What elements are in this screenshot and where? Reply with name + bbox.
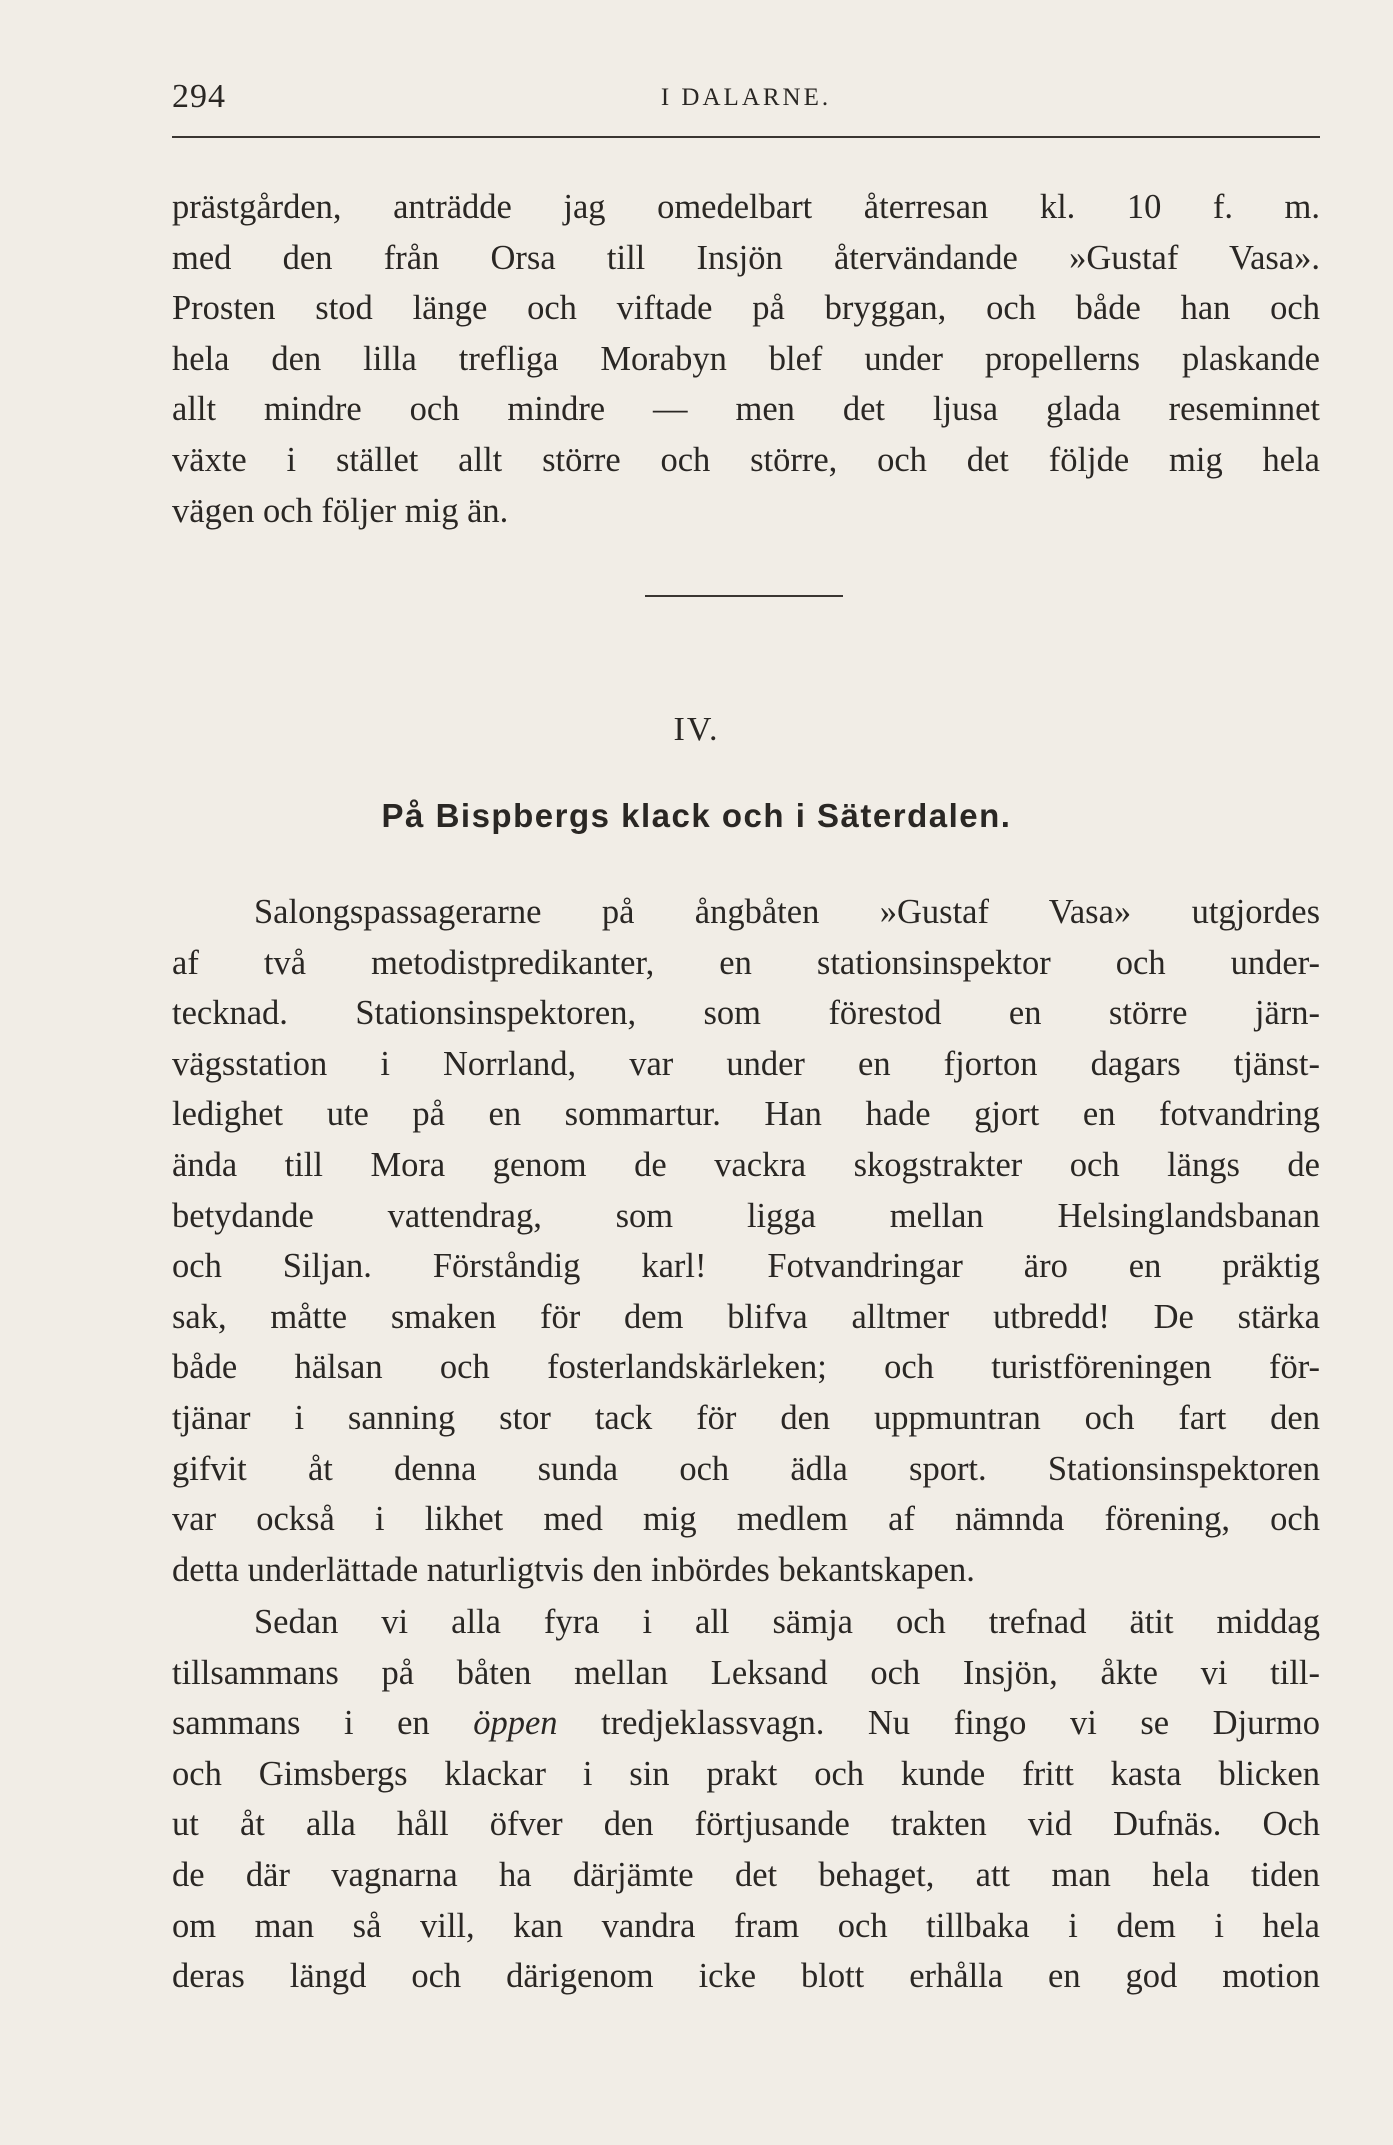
text-line: om man så vill, kan vandra fram och tillbaka i dem i hela xyxy=(172,1906,1320,1945)
text-line xyxy=(172,1698,1320,1749)
text-line: allt mindre och mindre — men det ljusa glada reseminnet xyxy=(172,390,1320,429)
text-line: både hälsan och fosterlandskärleken; och turistföreningen för- xyxy=(172,1348,1320,1387)
page-number: 294 xyxy=(172,78,226,115)
paragraph-1 xyxy=(172,182,1320,536)
text-line: ända till Mora genom de vackra skogstrakter och längs de xyxy=(172,1145,1320,1184)
text-line: tillsammans på båten mellan Leksand och Insjön, åkte vi till- xyxy=(172,1653,1320,1692)
text-line: tecknad. Stationsinspektoren, som förestod en större järn- xyxy=(172,994,1320,1033)
text-line: vägsstation i Norrland, var under en fjorton dagars tjänst- xyxy=(172,1044,1320,1083)
text-line: Sedan vi alla fyra i all sämja och trefnad ätit middag xyxy=(254,1603,1320,1641)
text-line: prästgården, anträdde jag omedelbart återresan kl. 10 f. m. xyxy=(172,188,1320,226)
paragraph-2 xyxy=(172,887,1320,1595)
text-line: deras längd och därigenom icke blott erhålla en god motion xyxy=(172,1957,1320,1996)
text-line: var också i likhet med mig medlem af nämnda förening, och xyxy=(172,1500,1320,1539)
text-line: tjänar i sanning stor tack för den uppmuntran och fart den xyxy=(172,1398,1320,1437)
paragraph-3 xyxy=(172,1597,1320,2002)
text-line: sak, måtte smaken för dem blifva alltmer utbredd! De stärka xyxy=(172,1297,1320,1336)
text-line: växte i stället allt större och större, och det följde mig hela xyxy=(172,440,1320,479)
text-line: ut åt alla håll öfver den förtjusande trakten vid Dufnäs. Och xyxy=(172,1805,1320,1844)
text-line: och Siljan. Förståndig karl! Fotvandringar äro en präktig xyxy=(172,1247,1320,1286)
italic-word: öppen xyxy=(473,1704,558,1743)
text-line: gifvit åt denna sunda och ädla sport. Stationsinspektoren xyxy=(172,1449,1320,1488)
section-title: På Bispbergs klack och i Säterdalen. xyxy=(381,797,1012,834)
page-header xyxy=(172,78,1320,128)
section-number: IV. xyxy=(673,711,720,748)
text-line: med den från Orsa till Insjön återvändande »Gustaf Vasa». xyxy=(172,238,1320,277)
text-line: detta underlättade naturligtvis den inbördes bekantskapen. xyxy=(172,1550,975,1589)
text-run: tredjeklassvagn. Nu fingo vi se Djurmo xyxy=(557,1704,1320,1743)
text-run: sammans i en xyxy=(172,1704,474,1743)
header-rule xyxy=(172,136,1320,138)
text-line: Salongspassagerarne på ångbåten »Gustaf Vasa» utgjordes xyxy=(254,893,1320,931)
text-line: Prosten stod länge och viftade på bryggan, och både han och xyxy=(172,289,1320,328)
text-line: och Gimsbergs klackar i sin prakt och kunde fritt kasta blicken xyxy=(172,1754,1320,1793)
section-divider xyxy=(645,595,843,597)
text-line: af två metodistpredikanter, en stationsinspektor och under- xyxy=(172,943,1320,982)
running-head: I DALARNE. xyxy=(660,84,832,111)
text-line: vägen och följer mig än. xyxy=(172,491,509,530)
text-line: ledighet ute på en sommartur. Han hade gjort en fotvandring xyxy=(172,1095,1320,1134)
text-line: hela den lilla trefliga Morabyn blef under propellerns plaskande xyxy=(172,339,1320,378)
text-line: de där vagnarna ha därjämte det behaget, att man hela tiden xyxy=(172,1855,1320,1894)
text-line: betydande vattendrag, som ligga mellan Helsinglandsbanan xyxy=(172,1196,1320,1235)
